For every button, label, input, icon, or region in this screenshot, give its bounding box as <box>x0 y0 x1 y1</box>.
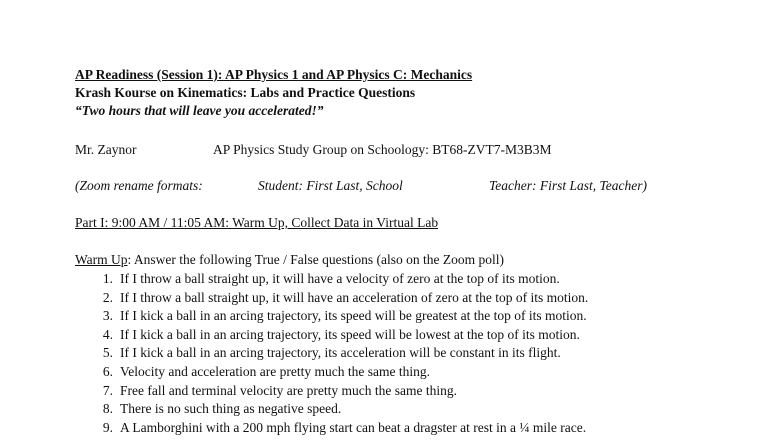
tagline: “Two hours that will leave you accelerated!” <box>75 103 324 118</box>
page-subtitle: Krash Kourse on Kinematics: Labs and Practice Questions <box>75 85 416 100</box>
question-item: 7. Free fall and terminal velocity are pretty much the same thing. <box>102 382 458 398</box>
question-item: 8. There is no such thing as negative speed. <box>102 401 342 417</box>
zoom-teacher-format: Teacher: First Last, Teacher) <box>489 178 648 193</box>
zoom-rename-label: (Zoom rename formats: <box>75 178 203 193</box>
warmup-intro <box>75 252 504 268</box>
question-item: 6. Velocity and acceleration are pretty much the same thing. <box>102 363 430 379</box>
warmup-question-list <box>75 270 588 437</box>
page-title: AP Readiness (Session 1): AP Physics 1 and AP Physics C: Mechanics <box>75 67 473 82</box>
warmup-label: Warm Up <box>75 252 128 267</box>
zoom-student-format: Student: First Last, School <box>258 178 403 193</box>
question-item: 5. If I kick a ball in an arcing trajectory, its acceleration will be constant in its flight. <box>102 345 561 361</box>
zoom-rename-row <box>75 178 715 194</box>
teacher-name: Mr. Zaynor <box>75 142 137 157</box>
question-item: 9. A Lamborghini with a 200 mph flying start can beat a dragster at rest in a ¼ mile race. <box>102 419 587 435</box>
question-item: 1. If I throw a ball straight up, it will have a velocity of zero at the top of its motion. <box>102 271 560 286</box>
part1-heading: Part I: 9:00 AM / 11:05 AM: Warm Up, Collect Data in Virtual Lab <box>75 215 439 230</box>
schoology-group-label: AP Physics Study Group on Schoology: <box>213 142 429 157</box>
question-item: 4. If I kick a ball in an arcing trajectory, its speed will be lowest at the top of its motion. <box>102 326 580 342</box>
schoology-group-code: BT68-ZVT7-M3B3M <box>432 142 552 157</box>
question-item: 2. If I throw a ball straight up, it will have an acceleration of zero at the top of its motion. <box>102 289 589 305</box>
warmup-instructions: : Answer the following True / False questions (also on the Zoom poll) <box>127 252 505 267</box>
question-item: 3. If I kick a ball in an arcing trajectory, its speed will be greatest at the top of its motion. <box>102 308 587 324</box>
schoology-group <box>213 142 552 158</box>
info-row <box>75 142 675 158</box>
